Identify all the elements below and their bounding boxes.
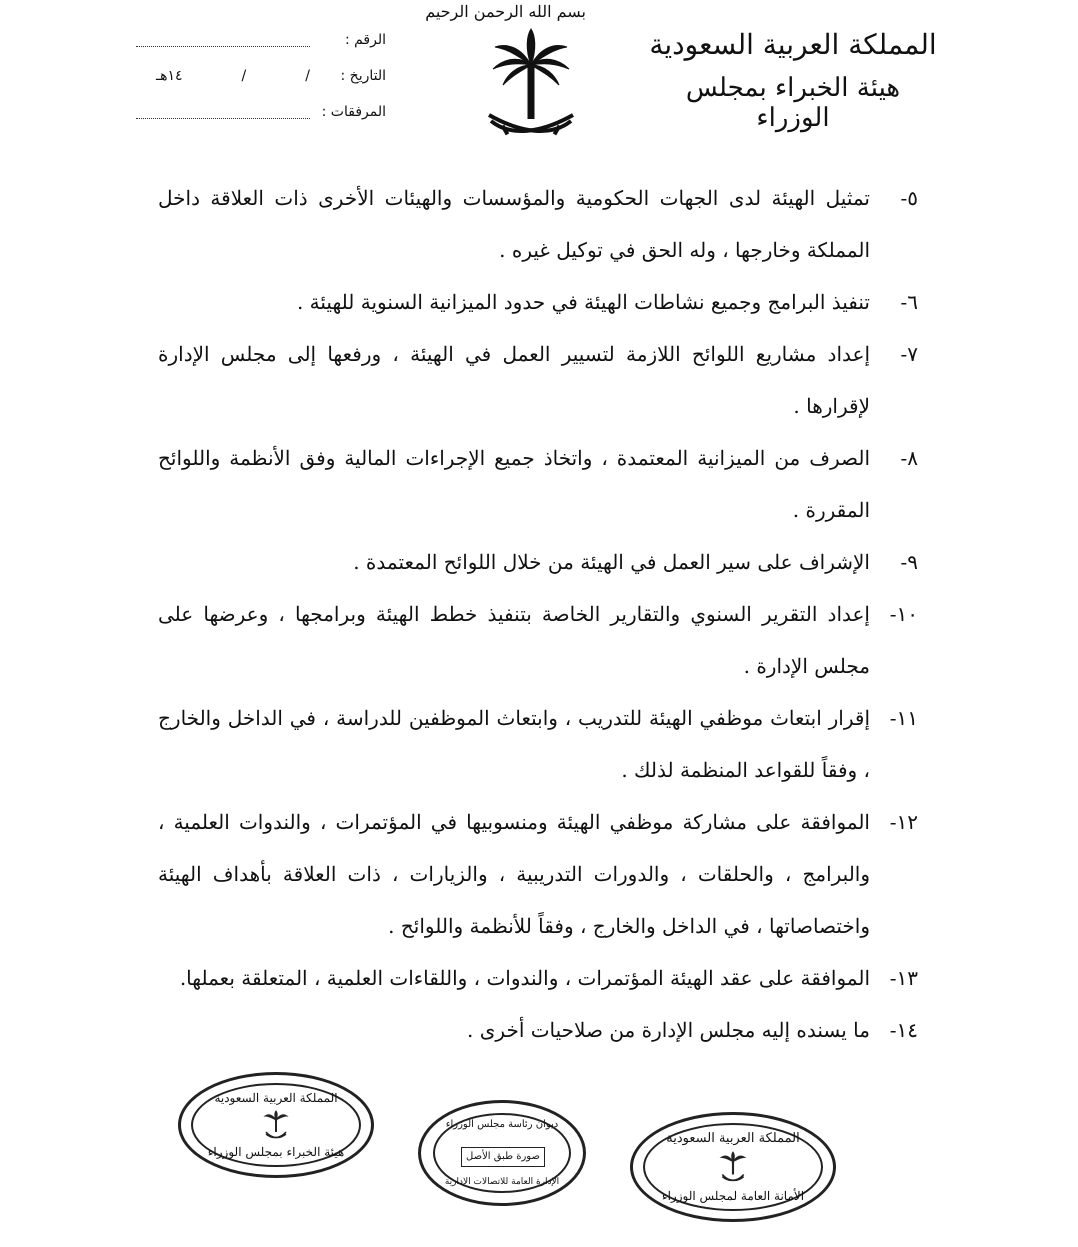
item-number: ٩- (900, 550, 918, 574)
date-field (136, 68, 316, 84)
list-item (158, 588, 918, 692)
item-text: إعداد مشاريع اللوائح اللازمة لتسيير العمل في الهيئة ، ورفعها إلى مجلس الإدارة لإقرارها . (158, 342, 870, 418)
reference-block (136, 22, 386, 130)
item-text: ما يسنده إليه مجلس الإدارة من صلاحيات أخرى . (467, 1018, 870, 1042)
list-item (158, 172, 918, 276)
stamp-bottom-text: هيئة الخبراء بمجلس الوزراء (207, 1145, 345, 1159)
reference-label: الرقم : (344, 32, 386, 48)
item-text: الإشراف على سير العمل في الهيئة من خلال اللوائح المعتمدة . (353, 550, 870, 574)
palm-swords-emblem-icon (719, 1151, 747, 1183)
country-name: المملكة العربية السعودية (649, 28, 937, 61)
item-text: الصرف من الميزانية المعتمدة ، واتخاذ جميع الإجراءات المالية وفق الأنظمة واللوائح المقررة . (158, 446, 870, 522)
attachments-row (136, 94, 386, 130)
list-item (158, 432, 918, 536)
date-suffix: ١٤هـ (156, 68, 183, 84)
item-number: ٨- (900, 446, 918, 470)
palm-swords-emblem-icon (263, 1110, 289, 1140)
item-number: ١٢- (889, 810, 918, 834)
experts-commission-stamp (178, 1072, 374, 1178)
item-number: ٦- (900, 290, 918, 314)
list-item (158, 276, 918, 328)
list-item (158, 1004, 918, 1056)
item-number: ٥- (900, 186, 918, 210)
date-label: التاريخ : (340, 68, 386, 84)
attachments-label: المرفقات : (321, 104, 386, 120)
item-number: ١٠- (889, 602, 918, 626)
item-number: ٧- (900, 342, 918, 366)
true-copy-box: صورة طبق الأصل (461, 1147, 545, 1167)
stamp-top-text: المملكة العربية السعودية (666, 1131, 800, 1146)
stamp-top-text: المملكة العربية السعودية (214, 1091, 338, 1105)
stamp-bottom-text: الإدارة العامة للاتصالات الإدارية (444, 1177, 560, 1187)
date-row (136, 58, 386, 94)
item-number: ١٤- (889, 1018, 918, 1042)
list-item (158, 328, 918, 432)
cabinet-office-stamp (418, 1100, 586, 1206)
item-text: الموافقة على عقد الهيئة المؤتمرات ، والندوات ، واللقاءات العلمية ، المتعلقة بعملها. (179, 966, 870, 990)
organization-header (648, 28, 938, 133)
reference-dotted-line (136, 34, 310, 47)
reference-number-row (136, 22, 386, 58)
item-text: إقرار ابتعاث موظفي الهيئة للتدريب ، وابتعاث الموظفين للدراسة ، في الداخل والخارج ، وفقاً للقواعد المنظمة لذلك . (158, 706, 870, 782)
date-separator: / (241, 68, 247, 84)
item-number: ١١- (889, 706, 918, 730)
list-item (158, 692, 918, 796)
emblem-block (425, 0, 586, 160)
stamp-bottom-text: الأمانة العامة لمجلس الوزراء (661, 1189, 805, 1203)
item-text: الموافقة على مشاركة موظفي الهيئة ومنسوبيها في المؤتمرات ، والندوات العلمية ، والبرامج ، والحلقات ، والدورات التدريبية ، والزيارات ، ذات العلاقة بأهداف الهيئة واختصاصاتها ، في الداخل والخارج ، وفقاً للأنظمة واللوائح . (158, 810, 870, 938)
item-text: إعداد التقرير السنوي والتقارير الخاصة بتنفيذ خطط الهيئة وبرامجها ، وعرضها على مجلس الإدارة . (158, 602, 870, 678)
cabinet-secretariat-stamp (630, 1112, 836, 1222)
item-text: تنفيذ البرامج وجميع نشاطات الهيئة في حدود الميزانية السنوية للهيئة . (296, 290, 870, 314)
list-item (158, 796, 918, 952)
item-text: تمثيل الهيئة لدى الجهات الحكومية والمؤسسات والهيئات الأخرى ذات العلاقة داخل المملكة وخارجها ، وله الحق في توكيل غيره . (158, 186, 870, 262)
item-number: ١٣- (889, 966, 918, 990)
basmala: بسم الله الرحمن الرحيم (425, 2, 586, 21)
list-item (158, 536, 918, 588)
document-body (158, 172, 918, 1056)
list-item (158, 952, 918, 1004)
palm-swords-emblem-icon (481, 25, 581, 145)
stamp-top-text: ديوان رئاسة مجلس الوزراء (445, 1119, 559, 1130)
attachments-dotted-line (136, 106, 310, 119)
agency-name: هيئة الخبراء بمجلس الوزراء (685, 73, 901, 133)
date-separator: / (305, 68, 310, 84)
